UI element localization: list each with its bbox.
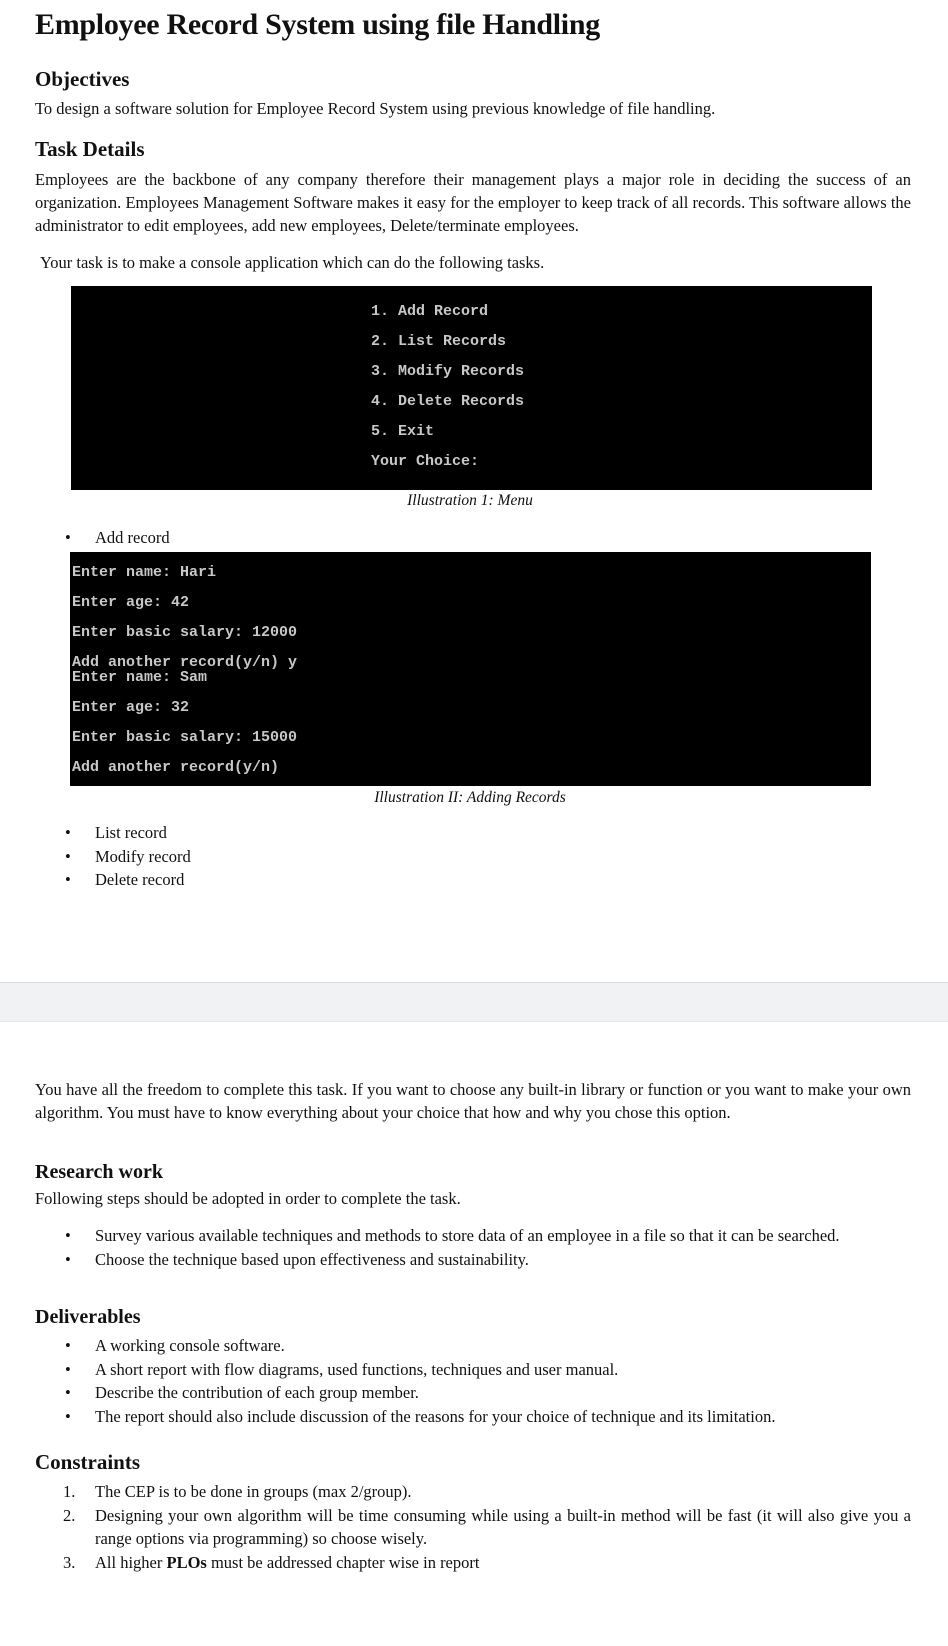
console-line: Your Choice: xyxy=(371,453,480,470)
deliverables-heading: Deliverables xyxy=(35,1306,141,1328)
constraints-heading: Constraints xyxy=(35,1450,141,1474)
menu-console xyxy=(71,286,872,490)
console-line: Enter name: Hari xyxy=(72,564,217,581)
console-line: 1. Add Record xyxy=(371,303,489,320)
menu-caption: Illustration 1: Menu xyxy=(407,492,533,509)
list-item: • The report should also include discussion of the reasons for your choice of technique and its limitation. xyxy=(35,1405,905,1429)
research-intro: Following steps should be adopted in order to complete the task. xyxy=(35,1189,461,1208)
bullet-icon: • xyxy=(65,846,71,866)
objectives-heading: Objectives xyxy=(35,67,130,91)
console-line: 3. Modify Records xyxy=(371,363,525,380)
list-item: • A working console software. xyxy=(35,1334,905,1358)
console-line: Add another record(y/n) y xyxy=(72,654,298,671)
list-item: 2. Designing your own algorithm will be time consuming while using a built-in method will be fast (it will also give you a range options via programming) so choose wisely. xyxy=(63,1505,911,1548)
bullet-icon: • xyxy=(65,1406,71,1426)
console-line: 4. Delete Records xyxy=(371,393,525,410)
list-item: • Modify record xyxy=(35,845,905,869)
bullet-icon: • xyxy=(65,1336,71,1355)
task-line: Your task is to make a console application which can do the following tasks. xyxy=(40,253,545,272)
task-details-text: Employees are the backbone of any company therefore their management plays a major role in deciding the success of an organization. Employees Management Software makes it easy for the employer to keep track of all records. This software allows the administrator to edit employees, add new employees, Delete/terminate employees. xyxy=(35,170,911,235)
bullet-icon: • xyxy=(65,823,71,842)
bullet-icon: • xyxy=(65,1359,71,1379)
research-list xyxy=(35,1224,855,1271)
list-item: • Add record xyxy=(35,526,905,550)
console-line: Enter basic salary: 15000 xyxy=(72,729,298,746)
console-line: Enter age: 32 xyxy=(72,699,190,716)
list-item: 3. All higher PLOs must be addressed chapter wise in report xyxy=(63,1552,480,1572)
freedom-text: You have all the freedom to complete this task. If you want to choose any built-in library or function or you want to make your own algorithm. You must have to know everything about your choice that how and why you chose this option. xyxy=(35,1080,911,1122)
list-item: • A short report with flow diagrams, used functions, techniques and user manual. xyxy=(35,1358,905,1382)
list-item: • Survey various available techniques and methods to store data of an employee in a file so that it can be searched. xyxy=(35,1224,855,1248)
list-item: • List record xyxy=(35,821,905,845)
page-break-divider xyxy=(0,982,948,1022)
constraints-list xyxy=(35,1480,911,1574)
add-records-caption: Illustration II: Adding Records xyxy=(374,789,566,806)
console-line: Enter age: 42 xyxy=(72,594,190,611)
add-records-console xyxy=(70,552,871,786)
list-item: • Describe the contribution of each group member. xyxy=(35,1381,905,1405)
research-heading: Research work xyxy=(35,1161,163,1183)
page-title: Employee Record System using file Handling xyxy=(35,8,600,41)
console-line: Add another record(y/n) xyxy=(72,759,280,776)
console-line: 5. Exit xyxy=(371,423,435,440)
bullet-icon: • xyxy=(65,528,71,547)
bullet-icon: • xyxy=(65,870,71,889)
bullet-icon: • xyxy=(65,1226,71,1245)
task-details-heading: Task Details xyxy=(35,137,145,161)
objectives-text: To design a software solution for Employee Record System using previous knowledge of file handling. xyxy=(35,99,716,118)
console-line: Enter name: Sam xyxy=(72,669,208,686)
add-record-list xyxy=(35,526,905,550)
list-item: 1. The CEP is to be done in groups (max 2/group). xyxy=(63,1482,412,1501)
console-line: 2. List Records xyxy=(371,333,507,350)
console-line: Enter basic salary: 12000 xyxy=(72,624,298,641)
bullet-icon: • xyxy=(65,1383,71,1402)
list-item: • Choose the technique based upon effectiveness and sustainability. xyxy=(35,1248,855,1272)
list-item: • Delete record xyxy=(35,868,905,892)
bullet-icon: • xyxy=(65,1249,71,1269)
operations-list xyxy=(35,821,905,892)
deliverables-list xyxy=(35,1334,905,1428)
